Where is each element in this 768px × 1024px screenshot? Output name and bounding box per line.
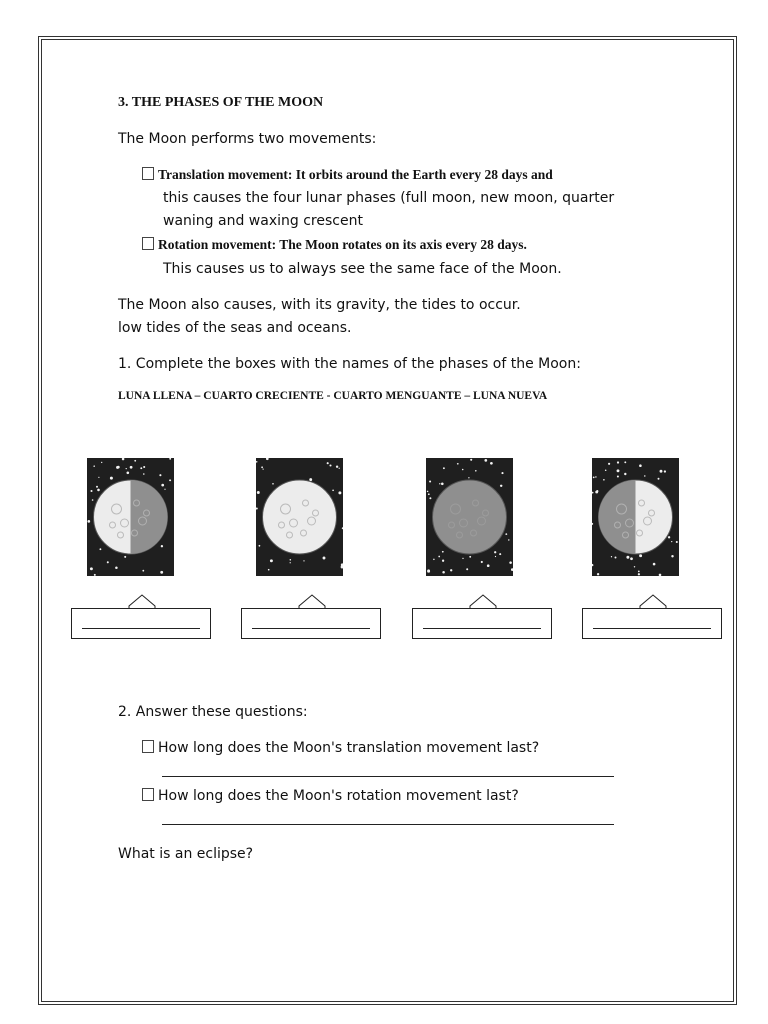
moon-image-3: [426, 458, 513, 576]
question-1-text: How long does the Moon's translation movement last?: [158, 740, 540, 756]
moon-image-2: [256, 458, 343, 576]
moon-image-4: [592, 458, 679, 576]
translation-heading: Translation movement: It orbits around the Earth every 28 days and: [158, 167, 553, 182]
rotation-heading: Rotation movement: The Moon rotates on its axis every 28 days.: [158, 237, 527, 252]
phase-answer-box-1[interactable]: [71, 594, 211, 638]
question-1-answer-line[interactable]: [162, 776, 614, 777]
question-2-answer-line[interactable]: [162, 824, 614, 825]
translation-line-3: waning and waxing crescent: [163, 213, 363, 229]
exercise-1-instruction: 1. Complete the boxes with the names of the phases of the Moon:: [118, 356, 581, 372]
checkbox-bullet-icon: [142, 740, 154, 753]
moon-phase-icon: [592, 458, 679, 576]
exercise-2-instruction: 2. Answer these questions:: [118, 704, 308, 720]
tides-line-2: low tides of the seas and oceans.: [118, 320, 352, 336]
question-2: [142, 788, 519, 804]
answer-line: [82, 628, 200, 629]
answer-box[interactable]: [582, 608, 722, 639]
phase-answer-box-2[interactable]: [241, 594, 381, 638]
intro-text: The Moon performs two movements:: [118, 131, 377, 147]
answer-line: [423, 628, 541, 629]
translation-bullet: [142, 167, 553, 183]
translation-line-2: this causes the four lunar phases (full moon, new moon, quarter: [163, 190, 615, 206]
moon-phase-icon: [426, 458, 513, 576]
phase-answer-box-4[interactable]: [582, 594, 722, 638]
tides-line-1: The Moon also causes, with its gravity, the tides to occur.: [118, 297, 521, 313]
answer-box[interactable]: [241, 608, 381, 639]
question-3: What is an eclipse?: [118, 846, 254, 862]
moon-phase-icon: [256, 458, 343, 576]
answer-box[interactable]: [412, 608, 552, 639]
checkbox-bullet-icon: [142, 167, 154, 180]
phase-answer-box-3[interactable]: [412, 594, 552, 638]
moon-image-1: [87, 458, 174, 576]
answer-line: [252, 628, 370, 629]
checkbox-bullet-icon: [142, 788, 154, 801]
rotation-bullet: [142, 237, 527, 253]
moon-phase-icon: [87, 458, 174, 576]
question-1: [142, 740, 539, 756]
section-title: 3. THE PHASES OF THE MOON: [118, 95, 324, 110]
rotation-line-2: This causes us to always see the same face of the Moon.: [163, 261, 562, 277]
checkbox-bullet-icon: [142, 237, 154, 250]
answer-line: [593, 628, 711, 629]
answer-box[interactable]: [71, 608, 211, 639]
phase-names-list: LUNA LLENA – CUARTO CRECIENTE - CUARTO MENGUANTE – LUNA NUEVA: [118, 390, 548, 402]
question-2-text: How long does the Moon's rotation movement last?: [158, 788, 519, 804]
